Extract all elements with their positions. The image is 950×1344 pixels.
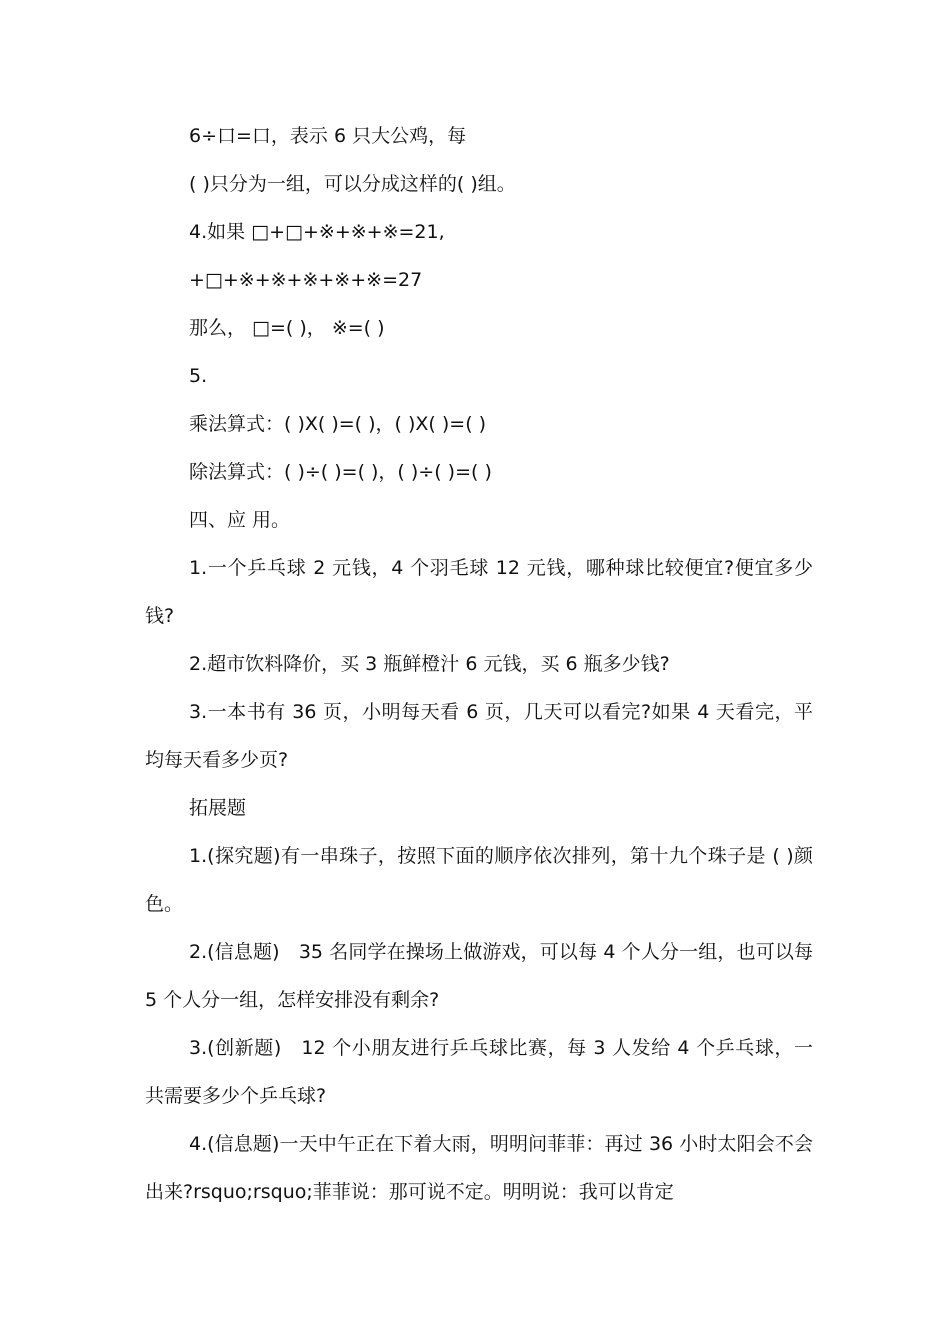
text-line: 除法算式：( )÷( )=( )，( )÷( )=( ): [189, 461, 492, 483]
text-line: 4.如果 □+□+※+※+※=21,: [189, 221, 445, 243]
section-heading: 四、应 用。: [189, 509, 291, 531]
text-line: 那么， □=( )， ※=( ): [189, 317, 385, 339]
paragraph: 1.(探究题)有一串珠子，按照下面的顺序依次排列，第十九个珠子是 ( )颜色。: [145, 845, 813, 915]
paragraph: 3.(创新题) 12 个小朋友进行乒乓球比赛，每 3 人发给 4 个乒乓球，一共需要多少个乒乓球?: [145, 1037, 813, 1107]
text-line: 6÷口=口，表示 6 只大公鸡，每: [189, 125, 467, 147]
paragraph: 4.(信息题)一天中午正在下着大雨，明明问菲菲：再过 36 小时太阳会不会出来?rsquo;rsquo;菲菲说：那可说不定。明明说：我可以肯定: [145, 1133, 813, 1203]
paragraph: 2.超市饮料降价，买 3 瓶鲜橙汁 6 元钱，买 6 瓶多少钱?: [189, 653, 670, 675]
section-heading: 拓展题: [189, 797, 247, 819]
text-line: ( )只分为一组，可以分成这样的( )组。: [189, 173, 516, 195]
paragraph: 2.(信息题) 35 名同学在操场上做游戏，可以每 4 个人分一组，也可以每 5 个人分一组，怎样安排没有剩余?: [145, 941, 813, 1011]
text-line: 乘法算式：( )X( )=( )，( )X( )=( ): [189, 413, 487, 435]
text-line: 5.: [189, 365, 208, 387]
document-body: [145, 112, 813, 1216]
paragraph: 1.一个乒乓球 2 元钱，4 个羽毛球 12 元钱，哪种球比较便宜?便宜多少钱?: [145, 557, 813, 627]
text-line: +□+※+※+※+※+※=27: [189, 269, 423, 291]
paragraph: 3.一本书有 36 页，小明每天看 6 页，几天可以看完?如果 4 天看完，平均每天看多少页?: [145, 701, 813, 771]
